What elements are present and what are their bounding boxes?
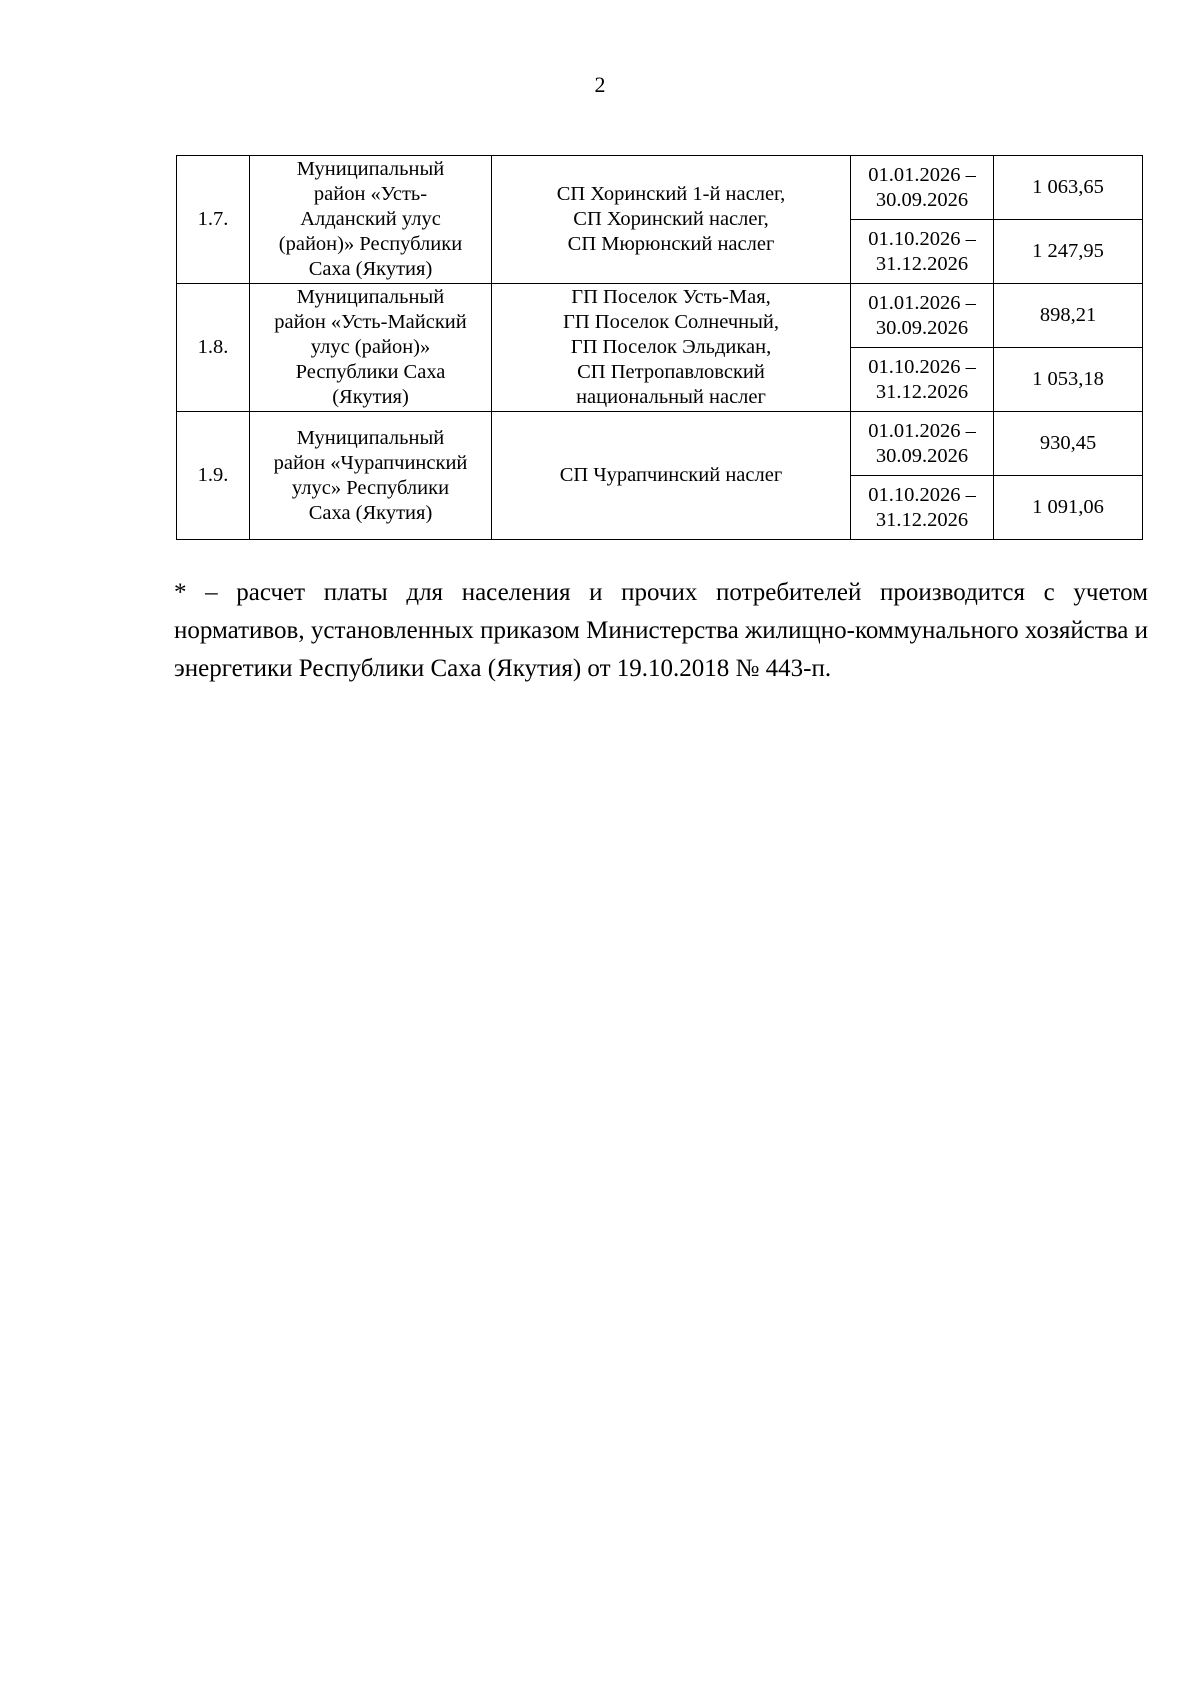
settlement-line: СП Мюрюнский наслег (567, 233, 775, 255)
settlement-line: ГП Поселок Усть-Мая, (571, 286, 771, 308)
settlement-line: ГП Поселок Солнечный, (563, 311, 779, 333)
district-line: (Якутия) (332, 386, 409, 408)
settlement-line: СП Чурапчинский наслег (559, 464, 783, 486)
period-end: 31.12.2026 (875, 380, 969, 403)
period-end: 31.12.2026 (875, 252, 969, 275)
period-end: 30.09.2026 (875, 188, 969, 211)
settlements-cell (492, 156, 851, 284)
table-row (177, 412, 1143, 476)
period-cell (851, 220, 994, 284)
district-line: район «Усть-Майский (274, 311, 467, 333)
footnote: * – расчет платы для населения и прочих потребителей производится с учетом нормативов, установленных приказом Министерства жилищно-коммунального хозяйства и энергетики Республики Саха (Якутия) от 19.10.2018 № 443-п. (174, 579, 1148, 682)
period-cell (851, 348, 994, 412)
settlements-cell (492, 284, 851, 412)
district-cell (250, 156, 492, 284)
period-start: 01.10.2026 – (868, 483, 976, 506)
district-line: улус (район)» (310, 336, 431, 358)
district-line: Республики Саха (295, 361, 446, 383)
period-start: 01.01.2026 – (868, 163, 976, 186)
district-line: (район)» Республики (278, 233, 463, 255)
period-cell (851, 476, 994, 540)
settlement-line: СП Хоринский наслег, (573, 208, 769, 230)
period-start: 01.01.2026 – (868, 419, 976, 442)
tariff-value-cell: 930,45 (994, 412, 1143, 476)
row-number-cell: 1.7. (177, 156, 250, 284)
table-row (177, 284, 1143, 348)
district-line: Муниципальный (296, 426, 445, 449)
district-line: район «Чурапчинский (273, 451, 468, 474)
period-end: 30.09.2026 (875, 316, 969, 339)
settlement-line: национальный наслег (576, 386, 766, 408)
tariff-value-cell: 1 091,06 (994, 476, 1143, 540)
tariff-value-cell: 1 247,95 (994, 220, 1143, 284)
district-line: Муниципальный (296, 286, 445, 308)
settlement-line: СП Петропавловский (577, 361, 765, 383)
district-line: Алданский улус (300, 208, 441, 230)
settlement-line: ГП Поселок Эльдикан, (570, 336, 772, 358)
tariff-value-cell: 898,21 (994, 284, 1143, 348)
period-end: 31.12.2026 (875, 508, 969, 531)
page-number: 2 (594, 72, 606, 97)
district-line: район «Усть- (313, 183, 428, 205)
district-line: Муниципальный (296, 158, 445, 180)
period-cell (851, 412, 994, 476)
district-line: Саха (Якутия) (308, 501, 433, 524)
settlement-line: СП Хоринский 1-й наслег, (556, 183, 786, 205)
district-cell (250, 284, 492, 412)
district-line: улус» Республики (291, 476, 450, 499)
district-line: Саха (Якутия) (308, 258, 433, 280)
period-start: 01.01.2026 – (868, 291, 976, 314)
tariff-value-cell: 1 063,65 (994, 156, 1143, 220)
period-start: 01.10.2026 – (868, 355, 976, 378)
row-number-cell: 1.8. (177, 284, 250, 412)
tariff-value-cell: 1 053,18 (994, 348, 1143, 412)
period-end: 30.09.2026 (875, 444, 969, 467)
row-number-cell: 1.9. (177, 412, 250, 540)
period-start: 01.10.2026 – (868, 227, 976, 250)
period-cell (851, 156, 994, 220)
table-row (177, 156, 1143, 220)
tariff-table (176, 155, 1143, 540)
period-cell (851, 284, 994, 348)
district-cell (250, 412, 492, 540)
settlements-cell (492, 412, 851, 540)
